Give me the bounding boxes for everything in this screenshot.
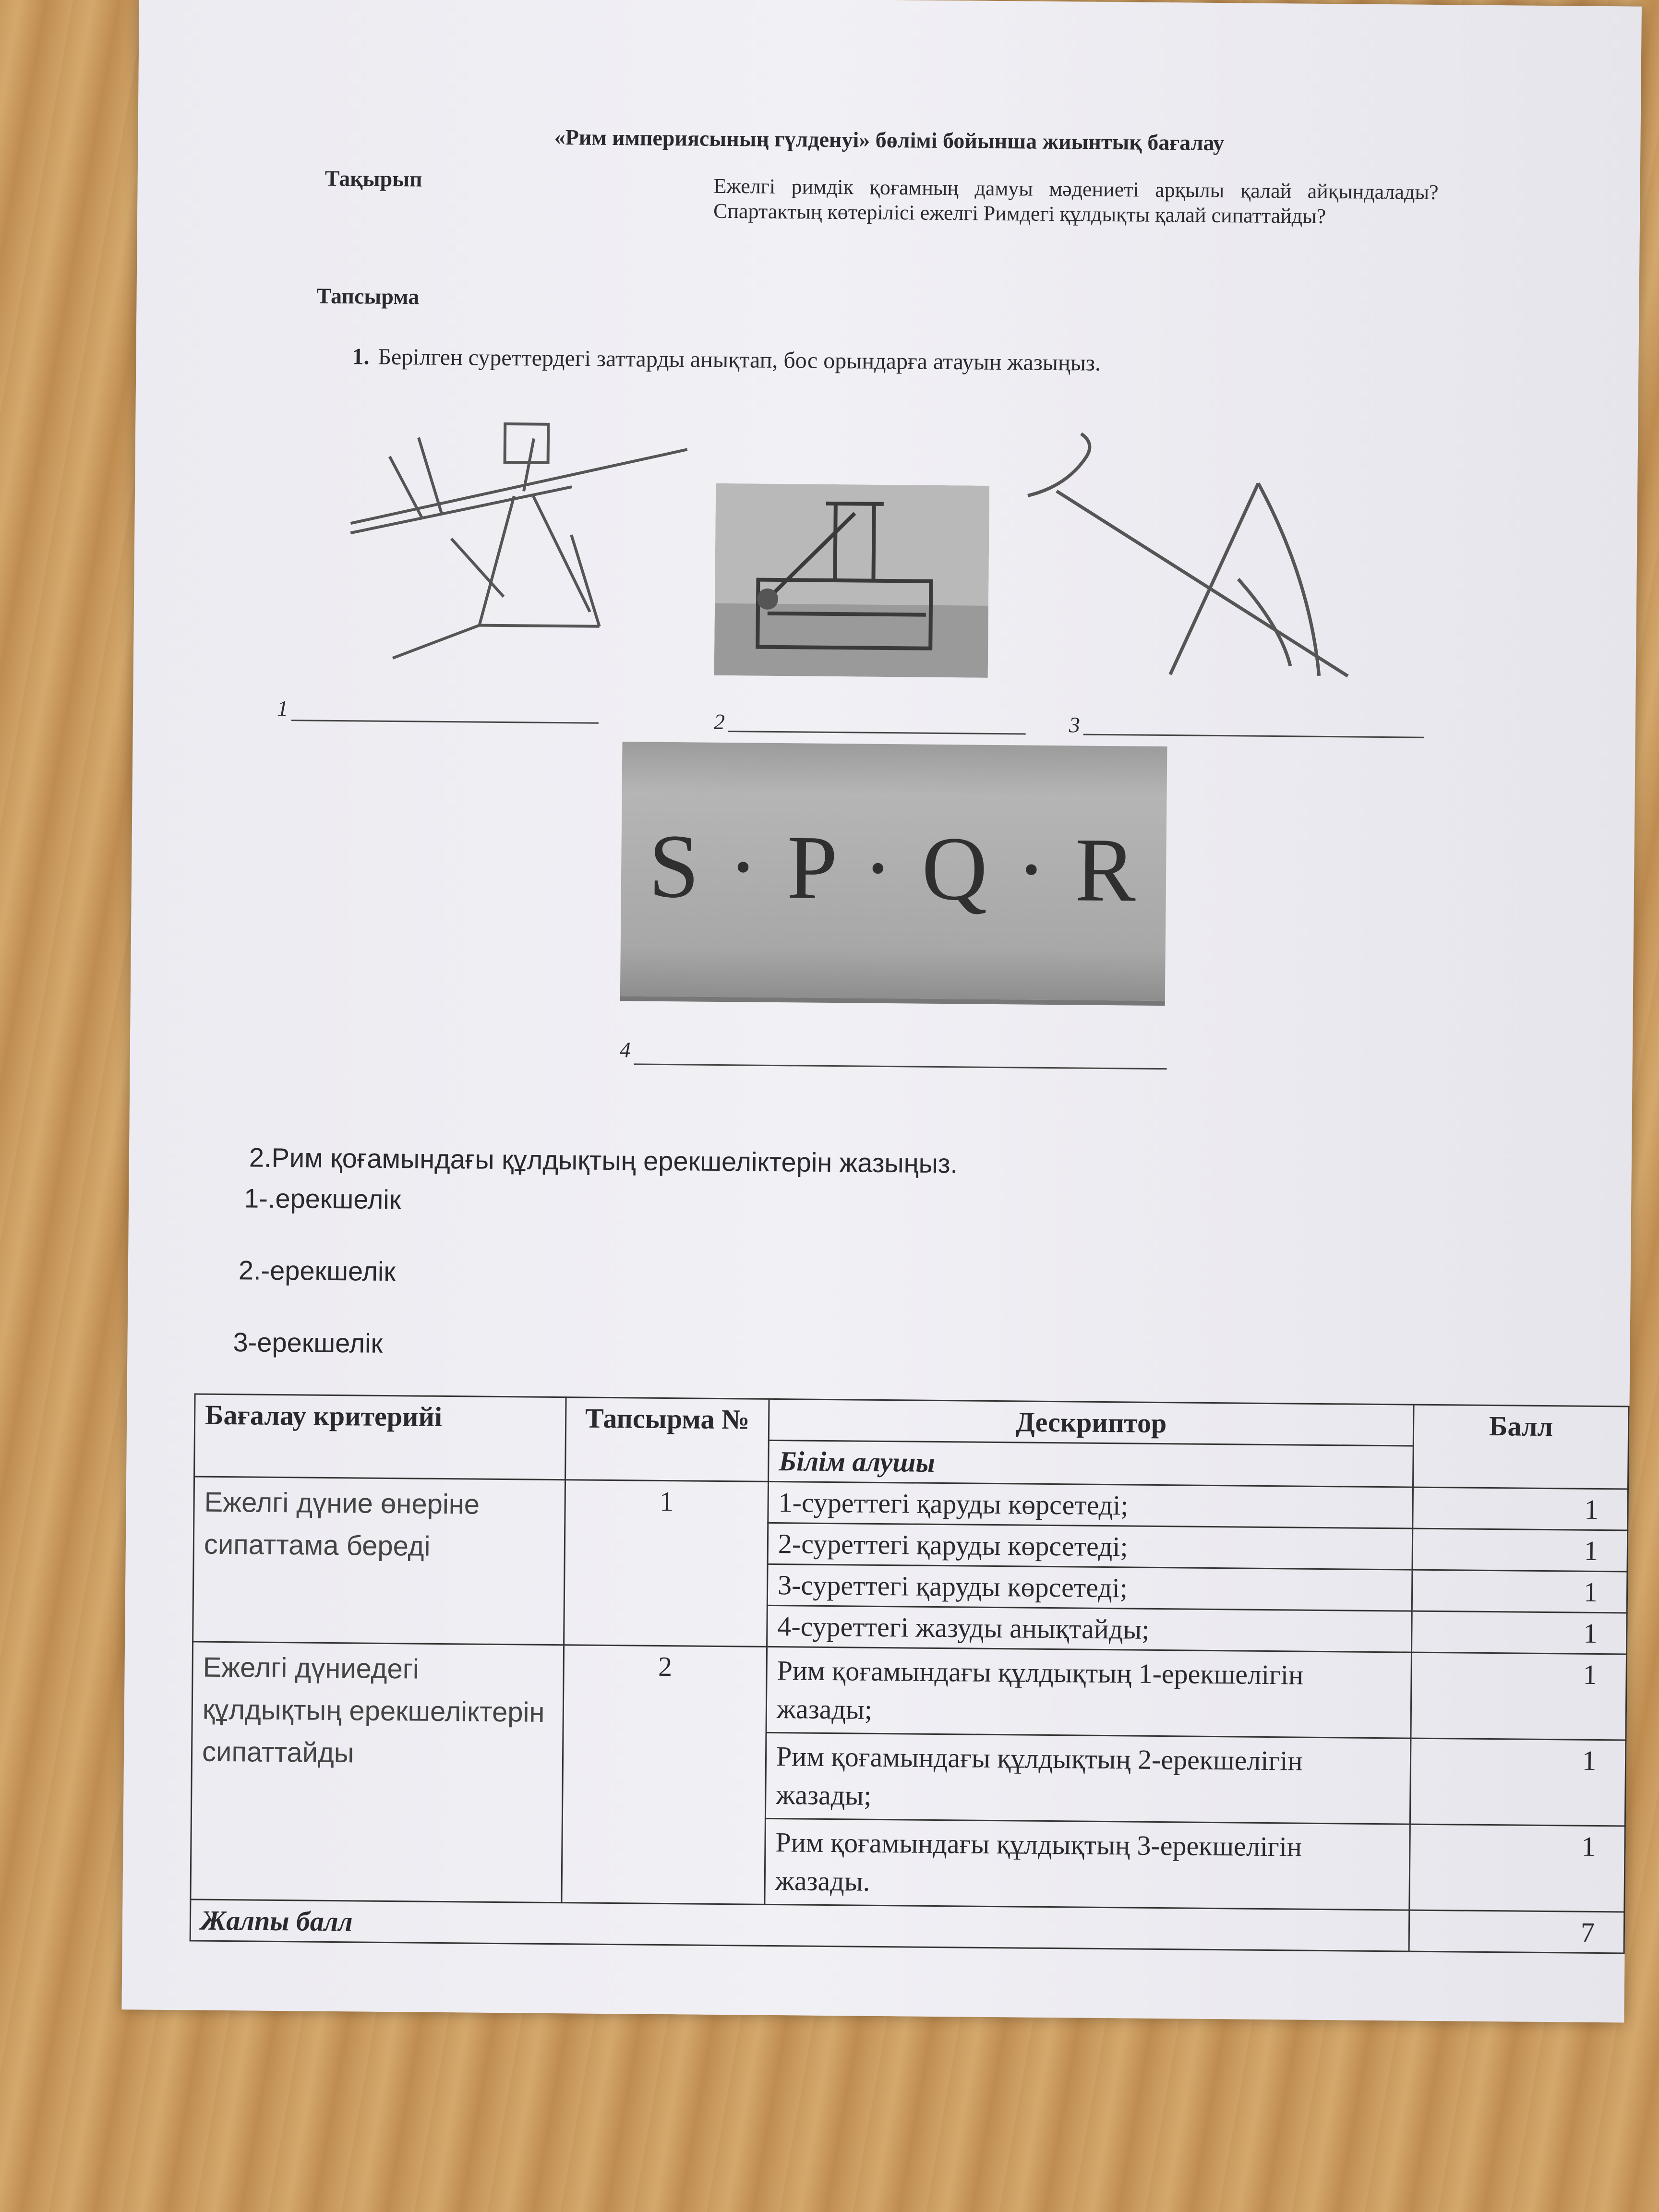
score-cell: 1 [1412,1570,1627,1613]
score-cell: 1 [1412,1611,1627,1654]
topic-text: Ежелгі римдік қоғамның дамуы мәдениеті арқылы қалай айқындалады? Спартактың көтерілісі ежелгі Римдегі құлдықты қалай сипаттайды? [713,174,1439,228]
score-cell: 1 [1410,1738,1626,1826]
header-task-no: Тапсырма № [565,1397,769,1482]
header-score: Балл [1413,1405,1629,1489]
task2-item-3: 3-ерекшелік [233,1327,383,1358]
score-cell: 1 [1409,1824,1625,1912]
worksheet-title: «Рим империясының гүлденуі» бөлімі бойынша жиынтық бағалау [554,124,1225,156]
descriptor-cell: 2-суреттегі қаруды көрсетеді; [768,1523,1413,1570]
task1-question [352,343,1101,376]
task1-number: 1. [352,344,370,370]
task-no-cell-2: 2 [562,1645,767,1905]
blank-3-number: 3 [1069,712,1081,737]
task2-item-1: 1-.ерекшелік [243,1183,401,1215]
catapult-image [714,483,989,678]
task-label: Тапсырма [316,283,420,309]
blank-1[interactable] [277,696,288,721]
descriptor-cell: Рим қоғамындағы құлдықтың 2-ерекшелігін жазады; [765,1732,1411,1824]
crossbow-image [1012,423,1360,685]
topic-label: Тақырып [325,166,422,192]
table-row [192,1642,1626,1740]
score-cell: 1 [1412,1528,1628,1572]
score-cell: 1 [1411,1652,1627,1740]
descriptor-cell: 1-суреттегі қаруды көрсетеді; [768,1481,1413,1528]
total-score: 7 [1409,1910,1624,1953]
total-label: Жалпы балл [190,1899,1409,1951]
blank-2-number: 2 [713,709,725,734]
criterion-cell-2: Ежелгі дүниедегі құлдықтың ерекшеліктерін сипаттайды [191,1642,564,1903]
criterion-cell-1: Ежелгі дүние өнеріне сипаттама береді [193,1477,565,1645]
header-descriptor: Дескриптор [769,1399,1414,1446]
ballista-image [330,418,697,671]
header-learner: Білім алушы [769,1440,1414,1487]
task2-item-2: 2.-ерекшелік [238,1255,396,1287]
spqr-inscription-image [620,742,1167,1006]
descriptor-cell: Рим қоғамындағы құлдықтың 3-ерекшелігін жазады. [765,1818,1410,1910]
descriptor-cell: 4-суреттегі жазуды анықтайды; [767,1605,1412,1652]
task2-question: 2.Рим қоғамындағы құлдықтың ерекшеліктерін жазыңыз. [249,1142,958,1179]
header-criterion: Бағалау критерийі [194,1394,566,1480]
task-no-cell-1: 1 [564,1480,769,1647]
score-cell: 1 [1413,1487,1628,1530]
blank-1-number: 1 [276,696,289,721]
blank-4[interactable] [620,1037,631,1062]
blank-3[interactable] [1069,712,1080,737]
blank-2[interactable] [714,709,725,734]
blank-4-number: 4 [619,1037,631,1062]
descriptor-cell: 3-суреттегі қаруды көрсетеді; [767,1564,1412,1611]
task1-text: Берілген суреттердегі заттарды анықтап, бос орындарға атауын жазыңыз. [378,344,1101,376]
worksheet-paper [121,0,1642,2022]
spqr-text: S · P · Q · R [648,816,1140,921]
descriptor-cell: Рим қоғамындағы құлдықтың 1-ерекшелігін жазады; [766,1647,1412,1738]
grading-table [190,1393,1630,1954]
